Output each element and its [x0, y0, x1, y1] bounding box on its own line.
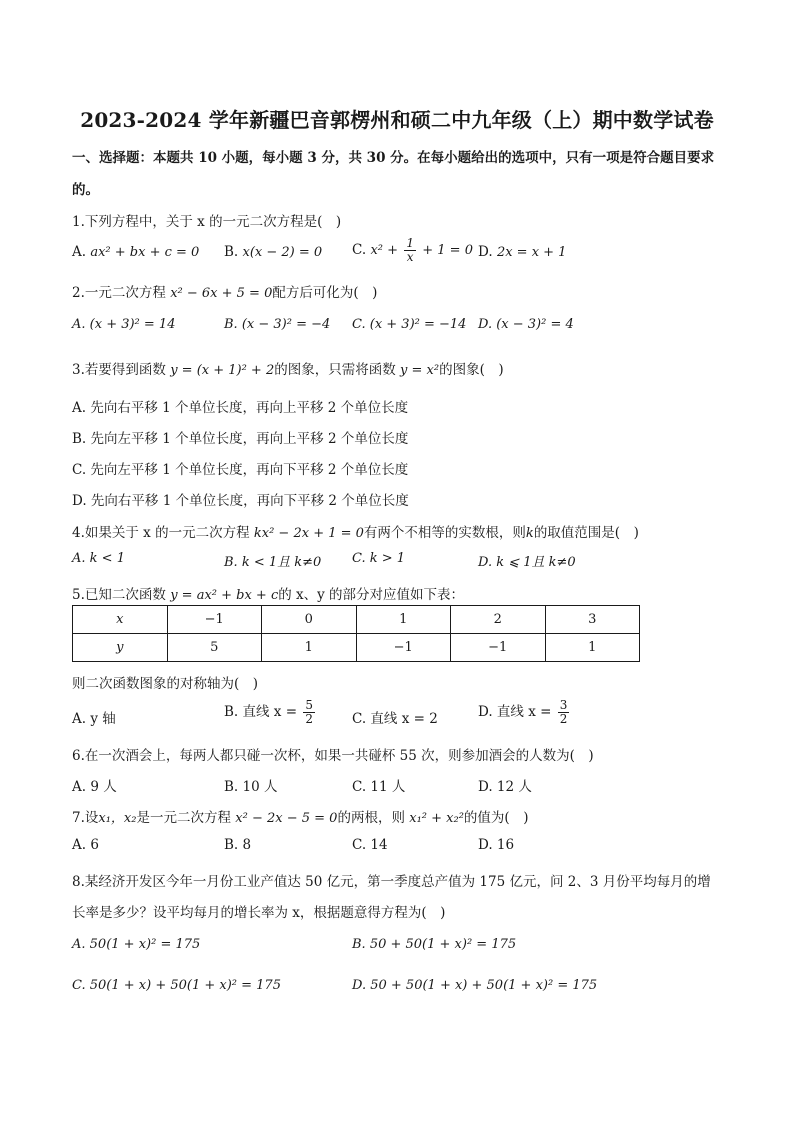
q5-stem — [72, 583, 464, 603]
q1-option-b-letter: B. — [224, 244, 239, 260]
q1-option-b — [224, 244, 322, 260]
q8-option-a: A. 50(1 + x)² = 175 — [72, 937, 201, 952]
q7-stem-post: 的值为( ) — [463, 810, 529, 826]
q4-stem-pre: 4.如果关于 x 的一元二次方程 — [72, 525, 250, 541]
table-cell: 3 — [545, 606, 640, 634]
q7-option-b: B. 8 — [224, 837, 252, 853]
q3-option-c: C. 先向左平移 1 个单位长度，再向下平移 2 个单位长度 — [72, 462, 409, 478]
q7-stem-math3: x₁² + x₂² — [409, 811, 464, 826]
table-cell: 0 — [262, 606, 357, 634]
table-cell: 1 — [356, 606, 451, 634]
q8-stem-line2: 长率是多少？设平均每月的增长率为 x，根据题意得方程为( ) — [72, 905, 446, 921]
q7-stem-mid: 是一元二次方程 — [136, 810, 231, 826]
q5-option-d — [478, 699, 571, 726]
q4-stem-mid: 有两个不相等的实数根，则 — [363, 525, 526, 541]
q1-option-a-math: ax² + bx + c = 0 — [90, 245, 200, 260]
q3-stem-mid: 的图象，只需将函数 — [274, 362, 396, 378]
q4-stem — [72, 521, 639, 541]
q4-stem-k: k — [525, 526, 534, 541]
q3-option-d: D. 先向右平移 1 个单位长度，再向下平移 2 个单位长度 — [72, 493, 409, 509]
section-header-line2: 的。 — [72, 182, 99, 198]
q1-option-c-letter: C. — [352, 242, 367, 258]
q7-stem — [72, 806, 528, 826]
q1-stem: 1.下列方程中，关于 x 的一元二次方程是( ) — [72, 214, 342, 230]
q3-stem-pre: 3.若要得到函数 — [72, 362, 166, 378]
q5-option-b-numerator: 5 — [305, 698, 313, 712]
q5-option-b — [224, 699, 317, 726]
q2-option-a: A. (x + 3)² = 14 — [72, 317, 176, 332]
q5-stem-post: 的 x、y 的部分对应值如下表： — [278, 587, 465, 603]
q4-option-c: C. k > 1 — [352, 551, 406, 566]
section-header-line1: 一、选择题：本题共 10 小题，每小题 3 分，共 30 分。在每小题给出的选项中，只有一项是符合题目要求 — [72, 150, 715, 166]
q1-option-c-math-pre: x² + — [370, 243, 399, 258]
q3-option-b: B. 先向左平移 1 个单位长度，再向上平移 2 个单位长度 — [72, 431, 409, 447]
q4-option-a: A. k < 1 — [72, 551, 125, 566]
q1-option-d — [478, 244, 566, 260]
q3-stem-post: 的图象( ) — [439, 362, 504, 378]
q1-option-d-math: 2x = x + 1 — [496, 245, 567, 260]
q5-option-d-numerator: 3 — [559, 698, 568, 712]
q4-stem-math: kx² − 2x + 1 = 0 — [253, 526, 364, 541]
q2-stem-pre: 2.一元二次方程 — [72, 285, 166, 301]
q1-option-c-fraction — [404, 237, 416, 264]
q2-stem-math: x² − 6x + 5 = 0 — [170, 286, 273, 301]
q7-stem-math2: x² − 2x − 5 = 0 — [235, 811, 338, 826]
q1-option-a-letter: A. — [72, 244, 87, 260]
q6-option-c: C. 11 人 — [352, 779, 406, 795]
q2-option-d: D. (x − 3)² = 4 — [478, 317, 574, 332]
table-cell: −1 — [167, 606, 262, 634]
exam-title: 2023-2024 学年新疆巴音郭楞州和硕二中九年级（上）期中数学试卷 — [80, 108, 714, 132]
q5-option-d-fraction — [558, 699, 570, 726]
table-row-y — [73, 634, 640, 662]
q7-stem-math1: x₁，x₂ — [98, 811, 137, 826]
q3-option-a: A. 先向右平移 1 个单位长度，再向上平移 2 个单位长度 — [72, 400, 409, 416]
q5-question: 则二次函数图象的对称轴为( ) — [72, 676, 259, 692]
q4-option-b: B. k < 1且 k≠0 — [224, 555, 322, 570]
q7-option-c: C. 14 — [352, 837, 388, 853]
q2-option-b: B. (x − 3)² = −4 — [224, 317, 331, 332]
table-cell: 1 — [262, 634, 357, 662]
q8-option-b: B. 50 + 50(1 + x)² = 175 — [352, 937, 517, 952]
table-cell: 2 — [451, 606, 546, 634]
q5-option-c: C. 直线 x = 2 — [352, 711, 438, 727]
q1-option-d-letter: D. — [478, 244, 493, 260]
q5-option-d-denominator: 2 — [559, 712, 568, 726]
q5-stem-math: y = ax² + bx + c — [170, 588, 279, 603]
q2-stem — [72, 281, 377, 301]
q5-value-table — [72, 605, 640, 662]
q1-option-a — [72, 244, 199, 260]
q5-option-d-pre: D. 直线 x = — [478, 704, 552, 720]
q7-option-d: D. 16 — [478, 837, 515, 853]
q4-stem-post: 的取值范围是( ) — [533, 525, 639, 541]
table-cell: −1 — [451, 634, 546, 662]
q6-stem: 6.在一次酒会上，每两人都只碰一次杯，如果一共碰杯 55 次，则参加酒会的人数为( ) — [72, 748, 594, 764]
q8-option-d: D. 50 + 50(1 + x) + 50(1 + x)² = 175 — [352, 978, 598, 993]
table-cell: −1 — [356, 634, 451, 662]
q8-option-c: C. 50(1 + x) + 50(1 + x)² = 175 — [72, 978, 281, 993]
table-cell: x — [73, 606, 168, 634]
q4-option-d: D. k ⩽ 1且 k≠0 — [478, 555, 576, 570]
q6-option-d: D. 12 人 — [478, 779, 532, 795]
table-cell: 1 — [545, 634, 640, 662]
q5-option-b-fraction — [303, 699, 315, 726]
table-cell: y — [73, 634, 168, 662]
table-cell: 5 — [167, 634, 262, 662]
q5-option-b-pre: B. 直线 x = — [224, 704, 298, 720]
q7-stem-mid2: 的两根，则 — [337, 810, 405, 826]
q7-stem-pre: 7.设 — [72, 810, 99, 826]
q5-stem-pre: 5.已知二次函数 — [72, 587, 166, 603]
q3-stem — [72, 358, 504, 378]
q3-stem-math2: y = x² — [400, 363, 440, 378]
q1-option-c-denominator: x — [406, 250, 414, 264]
q7-option-a: A. 6 — [72, 837, 99, 853]
q3-stem-math1: y = (x + 1)² + 2 — [170, 363, 275, 378]
q6-option-b: B. 10 人 — [224, 779, 278, 795]
q1-option-c-math-post: + 1 = 0 — [422, 243, 473, 258]
q1-option-c-numerator: 1 — [406, 236, 414, 250]
table-row-x — [73, 606, 640, 634]
q5-option-a: A. y 轴 — [72, 711, 116, 727]
q5-option-b-denominator: 2 — [305, 712, 313, 726]
q8-stem-line1: 8.某经济开发区今年一月份工业产值达 50 亿元，第一季度总产值为 175 亿元，问 2、3 月份平均每月的增 — [72, 874, 711, 890]
q6-option-a: A. 9 人 — [72, 779, 117, 795]
q1-option-b-math: x(x − 2) = 0 — [242, 245, 323, 260]
q1-option-c — [352, 237, 473, 264]
q2-stem-post: 配方后可化为( ) — [272, 285, 378, 301]
q2-option-c: C. (x + 3)² = −14 — [352, 317, 467, 332]
